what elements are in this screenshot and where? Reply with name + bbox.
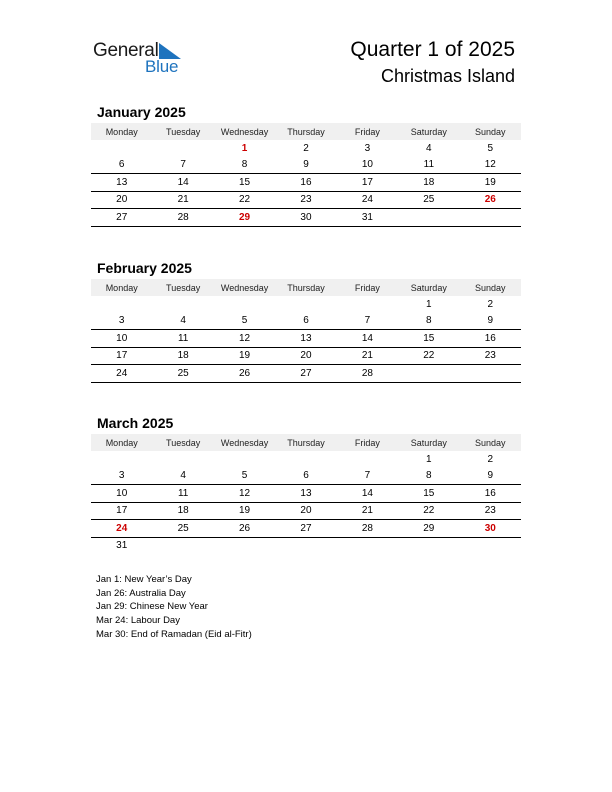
month-title-january: January 2025 — [97, 104, 186, 120]
brand-word-general: General — [93, 40, 159, 61]
day-cell: 7 — [337, 313, 398, 330]
holiday-note: Jan 1: New Year’s Day — [96, 574, 192, 585]
day-cell: 5 — [487, 142, 494, 154]
day-cell: 10 — [337, 157, 398, 174]
day-cell: 21 — [337, 347, 398, 365]
day-cell: 26 — [460, 191, 521, 209]
day-cell: 7 — [152, 157, 213, 174]
day-cell: 29 — [214, 209, 275, 227]
day-cell: 31 — [116, 540, 128, 552]
day-cell: 6 — [275, 468, 336, 485]
day-cell: 18 — [152, 347, 213, 365]
week-row — [91, 313, 521, 330]
day-cell: 5 — [214, 468, 275, 485]
weekday-header: Sunday — [460, 434, 521, 451]
week-row — [91, 347, 521, 365]
week-row — [91, 485, 521, 503]
day-cell: 9 — [460, 313, 521, 330]
day-cell: 8 — [398, 468, 459, 485]
month-title-february: February 2025 — [97, 260, 192, 276]
day-cell: 26 — [214, 365, 275, 383]
day-cell — [152, 140, 213, 157]
day-cell: 11 — [398, 157, 459, 174]
day-cell: 16 — [460, 330, 521, 348]
day-cell: 27 — [275, 365, 336, 383]
day-cell — [152, 296, 213, 313]
day-cell: 28 — [337, 365, 398, 383]
weekday-header: Friday — [337, 434, 398, 451]
day-cell: 13 — [91, 174, 152, 192]
day-cell: 4 — [152, 468, 213, 485]
day-cell — [460, 537, 521, 554]
day-cell: 13 — [275, 330, 336, 348]
week-row — [91, 157, 521, 174]
brand-word-blue: Blue — [145, 57, 179, 76]
day-cell: 15 — [398, 485, 459, 503]
day-cell: 25 — [398, 191, 459, 209]
day-cell: 2 — [303, 142, 309, 154]
day-cell — [460, 365, 521, 383]
day-cell: 10 — [91, 330, 152, 348]
weekday-header: Monday — [91, 434, 152, 451]
calendar-february — [91, 279, 521, 383]
day-cell: 24 — [337, 191, 398, 209]
weekday-header: Wednesday — [214, 279, 275, 296]
weekday-header: Monday — [91, 279, 152, 296]
day-cell: 27 — [91, 209, 152, 227]
day-cell: 1 — [426, 453, 432, 465]
weekday-header-row — [91, 279, 521, 296]
weekday-header: Wednesday — [214, 434, 275, 451]
day-cell: 21 — [152, 191, 213, 209]
day-cell: 20 — [275, 502, 336, 520]
day-cell: 13 — [275, 485, 336, 503]
day-cell: 5 — [214, 313, 275, 330]
day-cell: 17 — [337, 174, 398, 192]
day-cell: 26 — [214, 520, 275, 538]
weekday-header: Friday — [337, 279, 398, 296]
weekday-header: Wednesday — [214, 123, 275, 140]
day-cell — [152, 537, 213, 554]
day-cell: 27 — [275, 520, 336, 538]
holiday-note: Mar 24: Labour Day — [96, 615, 180, 627]
day-cell: 9 — [460, 468, 521, 485]
holiday-notes — [96, 573, 252, 642]
day-cell: 14 — [337, 330, 398, 348]
weekday-header: Tuesday — [152, 434, 213, 451]
day-cell: 14 — [152, 174, 213, 192]
day-cell: 6 — [91, 157, 152, 174]
day-cell — [398, 537, 459, 554]
holiday-note: Jan 26: Australia Day — [96, 587, 186, 599]
day-cell: 23 — [275, 191, 336, 209]
calendar-january — [91, 123, 521, 227]
week-row — [91, 191, 521, 209]
weekday-header: Saturday — [398, 279, 459, 296]
day-cell: 22 — [398, 347, 459, 365]
day-cell — [337, 537, 398, 554]
weekday-header: Thursday — [275, 123, 336, 140]
weekday-header: Saturday — [398, 434, 459, 451]
day-cell: 20 — [91, 191, 152, 209]
holiday-note: Mar 30: End of Ramadan (Eid al-Fitr) — [96, 628, 252, 640]
day-cell: 10 — [91, 485, 152, 503]
day-cell — [91, 140, 152, 157]
day-cell: 30 — [460, 520, 521, 538]
day-cell: 18 — [398, 174, 459, 192]
day-cell: 16 — [460, 485, 521, 503]
day-cell: 15 — [214, 174, 275, 192]
day-cell: 2 — [487, 298, 494, 310]
day-cell — [214, 537, 275, 554]
day-cell: 30 — [275, 209, 336, 227]
day-cell: 7 — [337, 468, 398, 485]
calendar-march — [91, 434, 521, 554]
day-cell: 4 — [426, 142, 432, 154]
week-row — [91, 468, 521, 485]
page-subtitle: Christmas Island — [380, 66, 515, 86]
day-cell — [275, 537, 336, 554]
day-cell: 23 — [460, 347, 521, 365]
day-cell: 4 — [152, 313, 213, 330]
day-cell: 28 — [152, 209, 213, 227]
day-cell: 9 — [275, 157, 336, 174]
day-cell: 17 — [91, 347, 152, 365]
day-cell: 11 — [152, 485, 213, 503]
day-cell: 3 — [91, 313, 152, 330]
weekday-header-row — [91, 123, 521, 140]
day-cell — [91, 296, 152, 313]
day-cell: 24 — [91, 520, 152, 538]
day-cell — [398, 365, 459, 383]
day-cell: 21 — [337, 502, 398, 520]
day-cell — [214, 451, 275, 468]
week-row — [91, 520, 521, 538]
weekday-header: Friday — [337, 123, 398, 140]
weekday-header: Thursday — [275, 434, 336, 451]
day-cell: 16 — [275, 174, 336, 192]
day-cell: 24 — [91, 365, 152, 383]
day-cell: 8 — [398, 313, 459, 330]
day-cell — [337, 296, 398, 313]
weekday-header: Saturday — [398, 123, 459, 140]
day-cell: 31 — [337, 209, 398, 227]
week-row — [91, 140, 521, 157]
day-cell: 25 — [152, 520, 213, 538]
weekday-header: Tuesday — [152, 123, 213, 140]
day-cell: 3 — [364, 142, 371, 154]
day-cell: 11 — [152, 330, 213, 348]
day-cell — [152, 451, 213, 468]
weekday-header: Monday — [91, 123, 152, 140]
brand-logo — [93, 40, 188, 80]
weekday-header: Tuesday — [152, 279, 213, 296]
day-cell — [91, 451, 152, 468]
page-title: Quarter 1 of 2025 — [350, 38, 515, 61]
weekday-header: Sunday — [460, 123, 521, 140]
month-title-march: March 2025 — [97, 415, 174, 431]
day-cell: 1 — [426, 298, 432, 310]
day-cell: 2 — [487, 453, 494, 465]
day-cell — [214, 296, 275, 313]
week-row — [91, 174, 521, 192]
weekday-header: Thursday — [275, 279, 336, 296]
day-cell — [398, 209, 459, 227]
week-row — [91, 296, 521, 313]
holiday-note: Jan 29: Chinese New Year — [96, 601, 208, 613]
week-row — [91, 209, 521, 227]
day-cell — [337, 451, 398, 468]
day-cell: 12 — [214, 485, 275, 503]
day-cell: 28 — [337, 520, 398, 538]
day-cell: 25 — [152, 365, 213, 383]
week-row — [91, 502, 521, 520]
day-cell: 1 — [241, 142, 248, 154]
day-cell: 3 — [91, 468, 152, 485]
day-cell: 12 — [214, 330, 275, 348]
day-cell: 15 — [398, 330, 459, 348]
day-cell: 22 — [214, 191, 275, 209]
day-cell: 14 — [337, 485, 398, 503]
day-cell: 17 — [91, 502, 152, 520]
day-cell — [460, 209, 521, 227]
day-cell: 6 — [275, 313, 336, 330]
weekday-header-row — [91, 434, 521, 451]
day-cell: 19 — [460, 174, 521, 192]
day-cell: 12 — [460, 157, 521, 174]
week-row — [91, 330, 521, 348]
day-cell — [275, 296, 336, 313]
day-cell: 23 — [460, 502, 521, 520]
day-cell: 19 — [214, 502, 275, 520]
weekday-header: Sunday — [460, 279, 521, 296]
day-cell: 19 — [214, 347, 275, 365]
day-cell: 22 — [398, 502, 459, 520]
week-row — [91, 365, 521, 383]
day-cell: 29 — [398, 520, 459, 538]
day-cell: 18 — [152, 502, 213, 520]
day-cell: 20 — [275, 347, 336, 365]
week-row — [91, 537, 521, 554]
day-cell — [275, 451, 336, 468]
day-cell: 8 — [214, 157, 275, 174]
week-row — [91, 451, 521, 468]
